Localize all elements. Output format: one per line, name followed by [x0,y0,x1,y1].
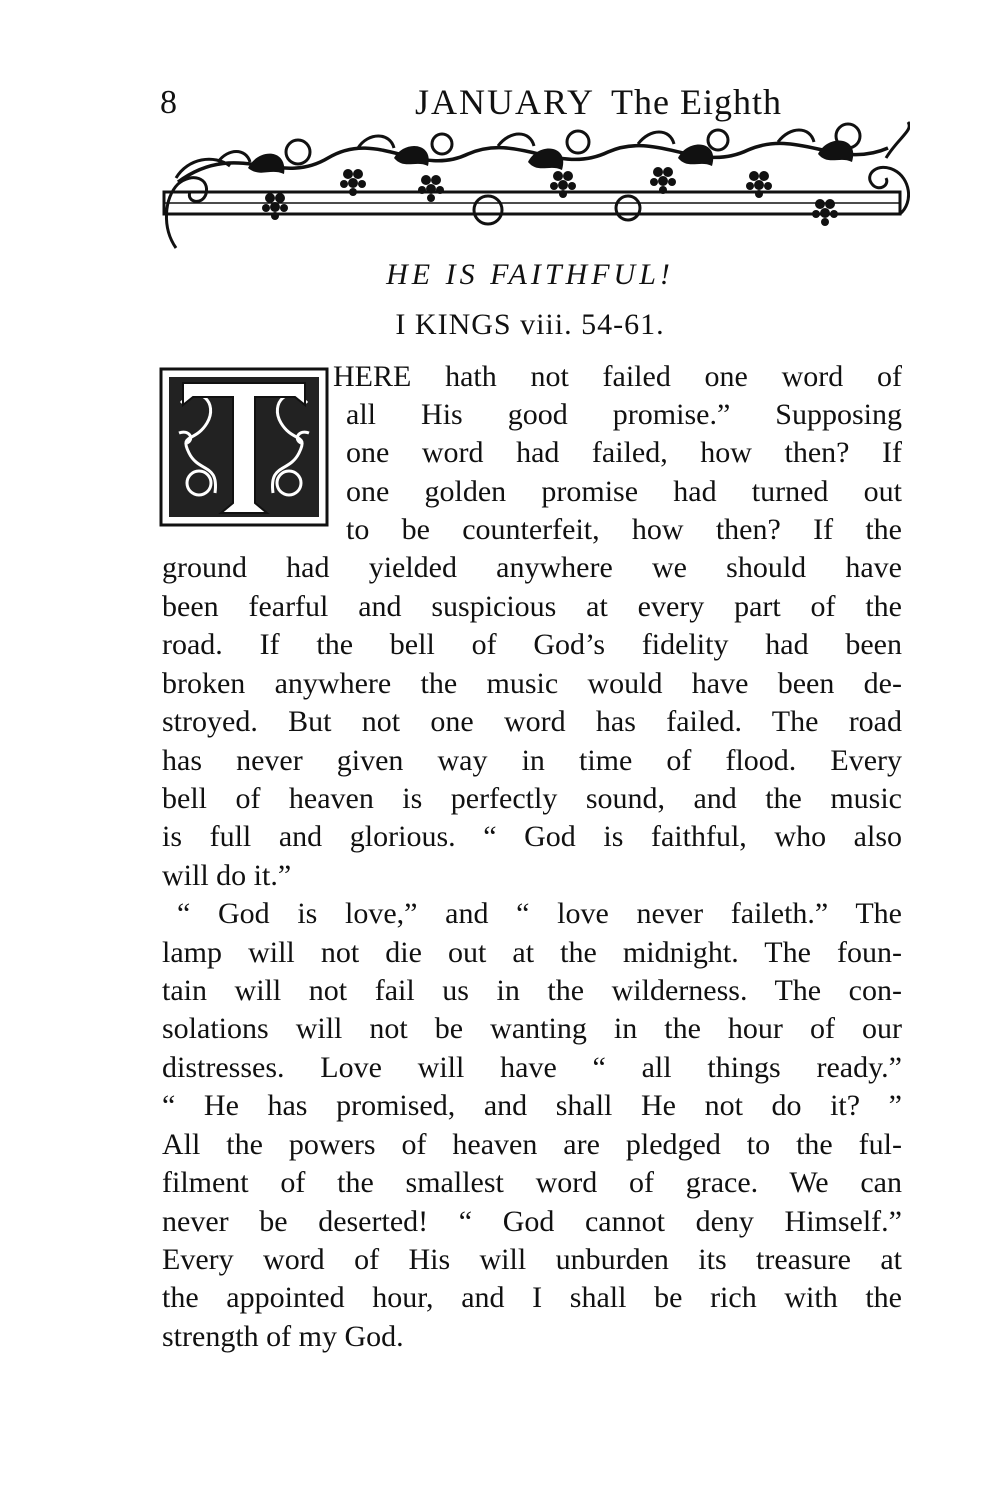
body-line: one word had failed, how then? If [346,436,902,469]
body-line: has never given way in time of flood. Every [162,744,902,777]
body-line: tain will not fail us in the wilderness. The con- [162,974,902,1007]
body-line: stroyed. But not one word has failed. The road [162,705,902,738]
body-line: to be counterfeit, how then? If the [346,513,902,546]
scripture-reference: I KINGS viii. 54-61. [395,308,665,341]
body-line: all His good promise.” Supposing [346,398,902,431]
running-head-day: The Eighth [611,82,782,122]
grapevine-headband [158,118,910,250]
body-line: “ He has promised, and shall He not do it? ” [162,1089,902,1122]
body-line: broken anywhere the music would have been de- [162,667,902,700]
body-line: never be deserted! “ God cannot deny Himself.” [162,1205,902,1238]
body-line: lamp will not die out at the midnight. The foun- [162,936,902,969]
body-line: road. If the bell of God’s fidelity had been [162,628,902,661]
page-number: 8 [160,84,177,121]
body-line: strength of my God. [162,1320,404,1353]
body-line: All the powers of heaven are pledged to the ful- [162,1128,902,1161]
body-line: Every word of His will unburden its treasure at [162,1243,902,1276]
running-head-month: JANUARY [415,82,596,122]
body-line: distresses. Love will have “ all things ready.” [162,1051,902,1084]
body-line: one golden promise had turned out [346,475,902,508]
body-line: “ God is love,” and “ love never faileth.” The [177,897,902,930]
body-line: ground had yielded anywhere we should have [162,551,902,584]
drop-cap-t [159,363,329,527]
body-line: is full and glorious. “ God is faithful, who also [162,820,902,853]
body-line: HERE hath not failed one word of [333,360,902,393]
body-line: will do it.” [162,859,292,892]
body-line: been fearful and suspicious at every part of the [162,590,902,623]
body-line: the appointed hour, and I shall be rich with the [162,1281,902,1314]
reading-title: HE IS FAITHFUL! [386,258,674,291]
body-line: solations will not be wanting in the hour of our [162,1012,902,1045]
body-line: bell of heaven is perfectly sound, and the music [162,782,902,815]
running-head [415,84,782,120]
body-line: filment of the smallest word of grace. We can [162,1166,902,1199]
